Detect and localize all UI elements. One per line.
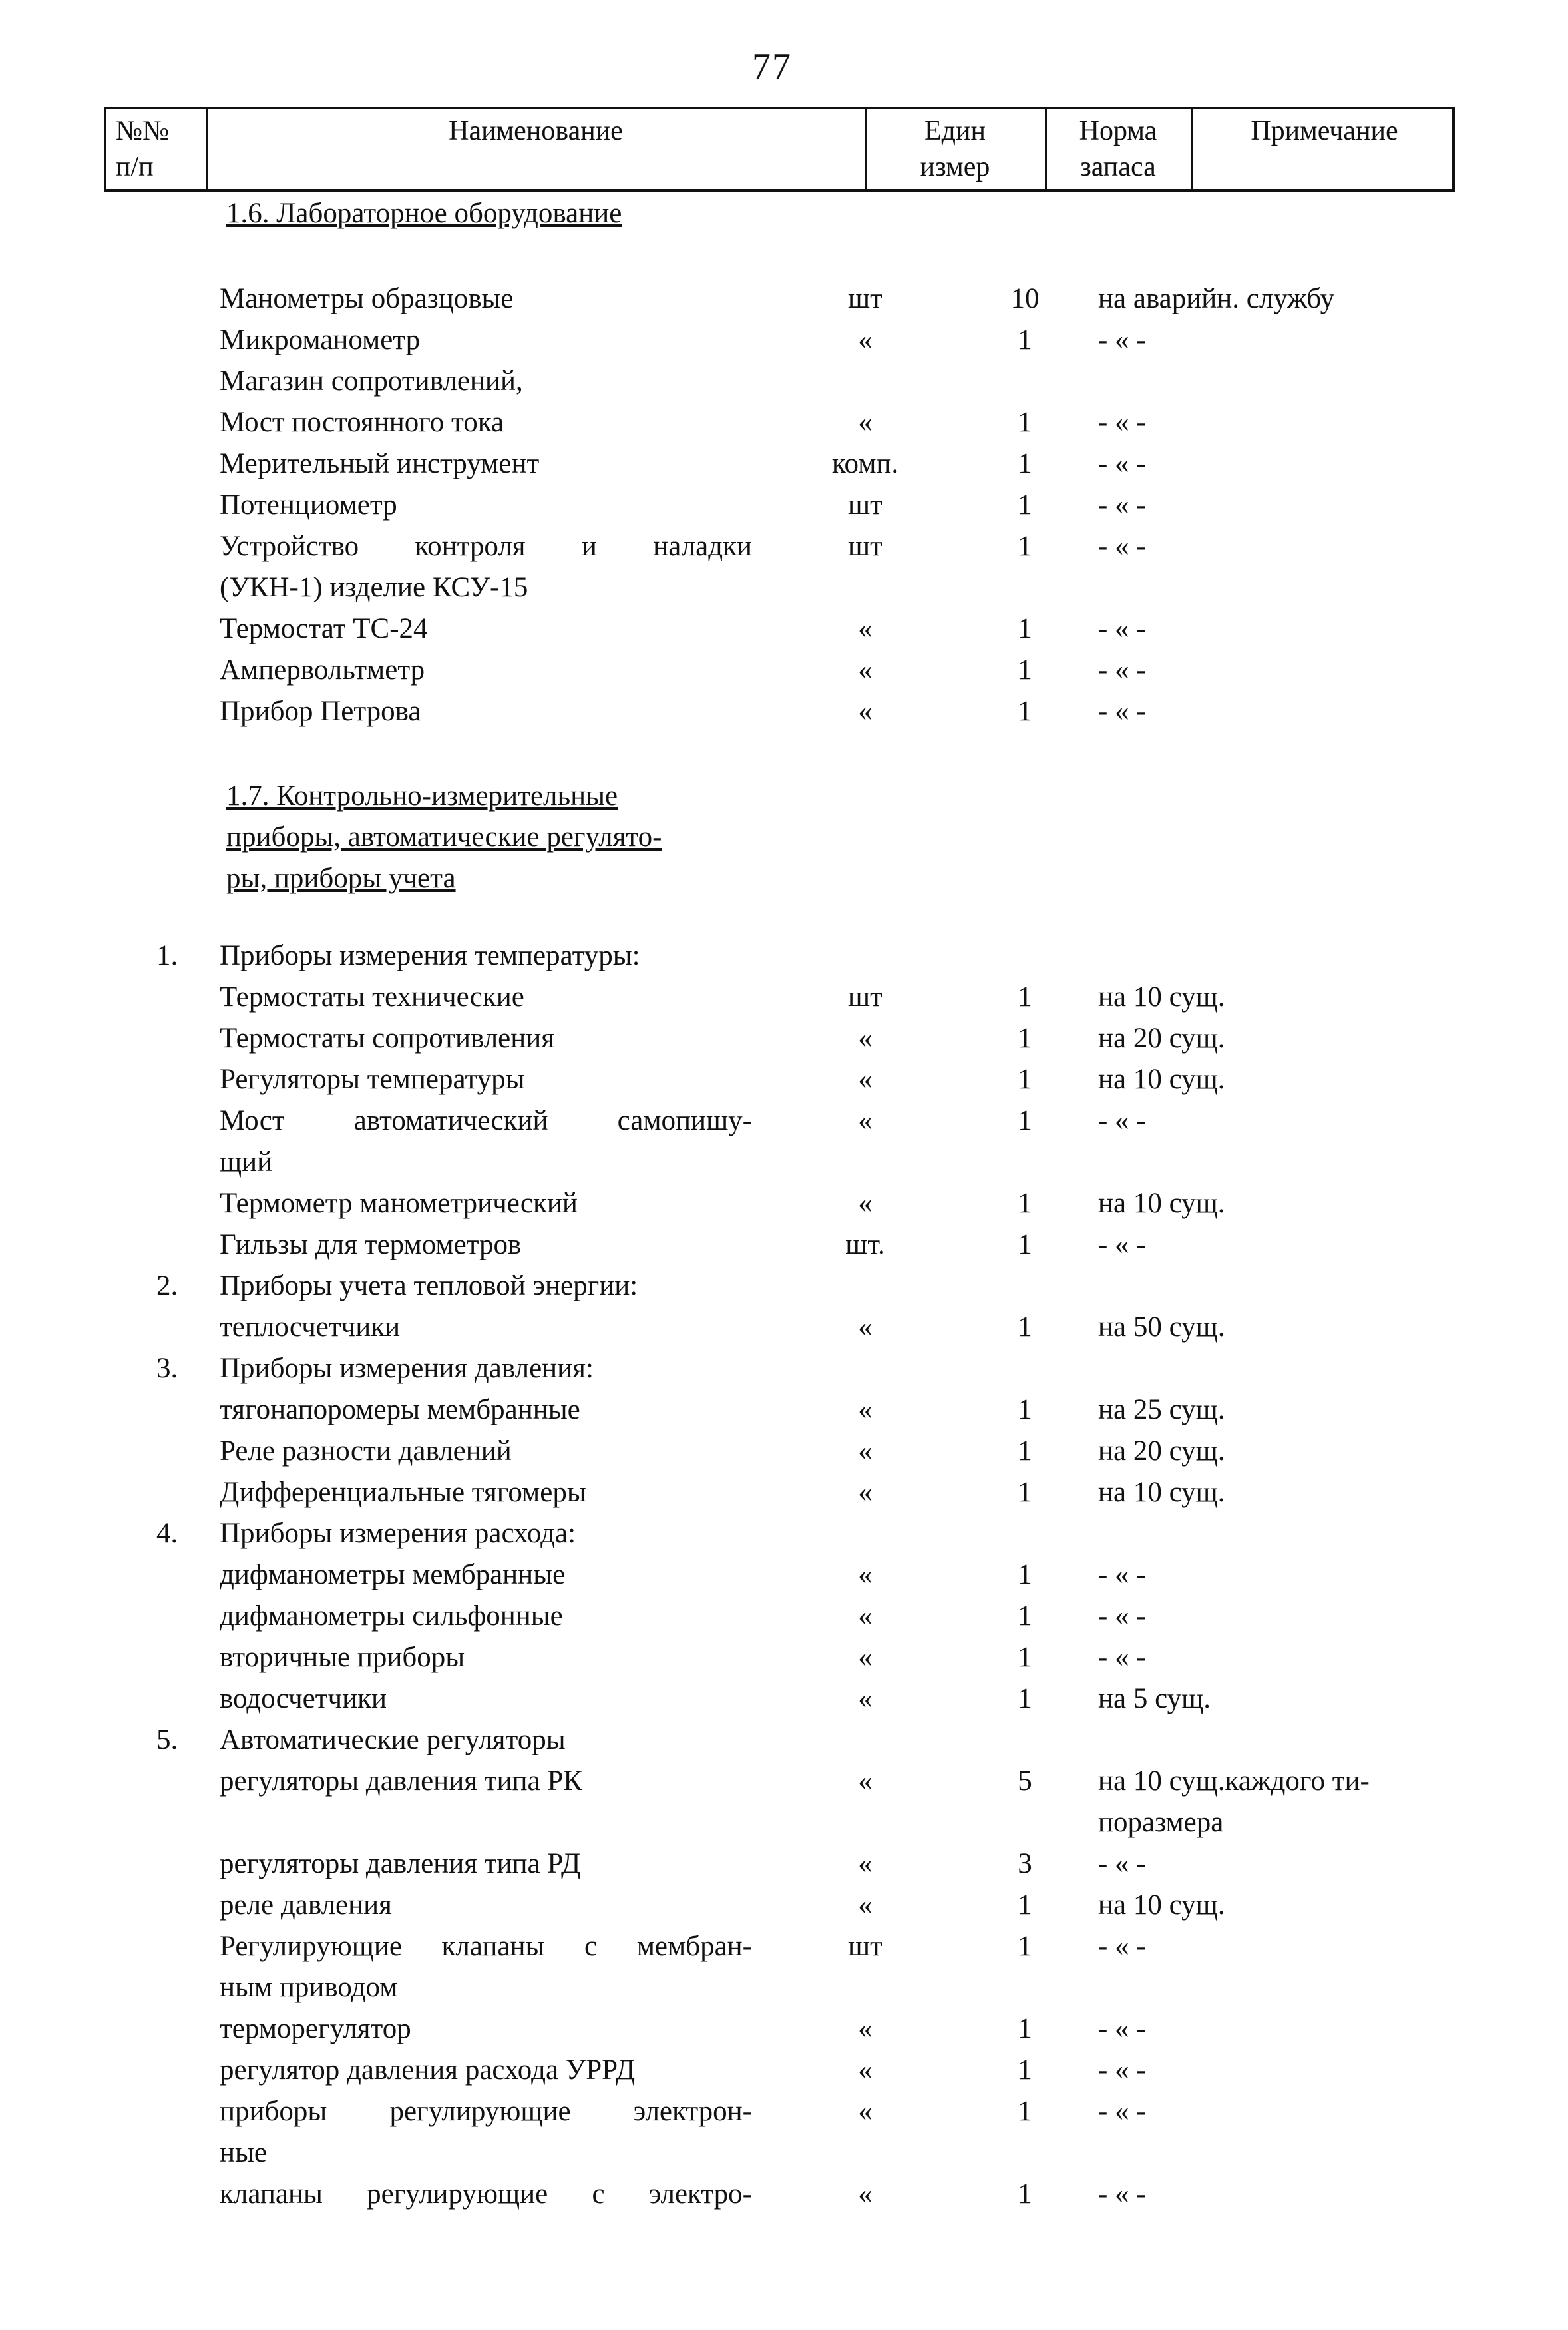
row-norm: 1	[1018, 1394, 1032, 1425]
page-number: 77	[752, 46, 792, 87]
row-number: 5.	[156, 1724, 178, 1755]
row-name: приборы регулирующие электрон-	[220, 2096, 752, 2127]
row-name: дифманометры сильфонные	[220, 1600, 563, 1632]
row-unit: «	[858, 1765, 873, 1797]
row-name: Автоматические регуляторы	[220, 1724, 566, 1755]
row-note: на 20 сущ.	[1098, 1435, 1225, 1467]
row-name: Термостаты технические	[220, 981, 524, 1013]
row-unit: «	[858, 2178, 873, 2210]
row-name: Регуляторы температуры	[220, 1064, 525, 1095]
row-norm: 1	[1018, 696, 1032, 727]
row-norm: 1	[1018, 2096, 1032, 2127]
row-unit: шт	[848, 283, 882, 314]
row-norm: 1	[1018, 1559, 1032, 1590]
row-name: Гильзы для термометров	[220, 1229, 522, 1260]
row-number: 2.	[156, 1270, 178, 1301]
row-unit: шт	[848, 1931, 882, 1962]
row-name: терморегулятор	[220, 2013, 411, 2044]
row-unit: шт	[848, 531, 882, 562]
row-norm: 1	[1018, 489, 1032, 521]
row-norm: 1	[1018, 1188, 1032, 1219]
row-name: Мост автоматический самопишу-	[220, 1105, 752, 1136]
row-unit: «	[858, 1023, 873, 1054]
row-note: на 5 сущ.	[1098, 1683, 1211, 1714]
row-note: на аварийн. службу	[1098, 283, 1335, 314]
row-name: (УКН-1) изделие КСУ-15	[220, 572, 528, 603]
row-unit: «	[858, 1642, 873, 1673]
row-unit: «	[858, 1600, 873, 1632]
row-note: на 10 сущ.	[1098, 981, 1225, 1013]
row-unit: «	[858, 324, 873, 355]
header-note: Примечание	[1251, 116, 1398, 146]
row-number: 4.	[156, 1518, 178, 1549]
row-note: на 25 сущ.	[1098, 1394, 1225, 1425]
row-name: водосчетчики	[220, 1683, 387, 1714]
row-norm: 10	[1010, 283, 1040, 314]
row-note: - « -	[1098, 407, 1146, 438]
row-note: - « -	[1098, 2054, 1146, 2086]
section-title-kip-line1: 1.7. Контрольно-измерительные	[226, 780, 618, 812]
row-unit: «	[858, 1311, 873, 1343]
row-note: - « -	[1098, 448, 1146, 479]
row-note: на 50 сущ.	[1098, 1311, 1225, 1343]
row-norm: 1	[1018, 2178, 1032, 2210]
row-note: на 10 сущ.каждого ти-	[1098, 1765, 1370, 1797]
row-note: на 10 сущ.	[1098, 1188, 1225, 1219]
header-unit: Един измер	[920, 116, 990, 182]
row-note: на 10 сущ.	[1098, 1477, 1225, 1508]
row-unit: «	[858, 2054, 873, 2086]
row-name: Реле разности давлений	[220, 1435, 512, 1467]
row-name: Приборы измерения температуры:	[220, 940, 640, 971]
row-name: Мерительный инструмент	[220, 448, 540, 479]
row-note: на 20 сущ.	[1098, 1023, 1225, 1054]
row-note: - « -	[1098, 2178, 1146, 2210]
row-name: тягонапоромеры мембранные	[220, 1394, 580, 1425]
row-unit: шт	[848, 489, 882, 521]
row-name: дифманометры мембранные	[220, 1559, 566, 1590]
row-name: Регулирующие клапаны с мембран-	[220, 1931, 752, 1962]
row-unit: «	[858, 1394, 873, 1425]
row-note: на 10 сущ.	[1098, 1889, 1225, 1921]
row-name: Приборы учета тепловой энергии:	[220, 1270, 638, 1301]
row-name: регуляторы давления типа РК	[220, 1765, 582, 1797]
row-note: - « -	[1098, 2013, 1146, 2044]
row-name: щий	[220, 1146, 273, 1178]
row-unit: «	[858, 407, 873, 438]
row-unit: «	[858, 1559, 873, 1590]
row-note: - « -	[1098, 489, 1146, 521]
row-name: теплосчетчики	[220, 1311, 401, 1343]
row-name: Термостаты сопротивления	[220, 1023, 555, 1054]
row-name: ные	[220, 2137, 267, 2168]
row-norm: 1	[1018, 2013, 1032, 2044]
section-title-kip-line3: ры, приборы учета	[226, 863, 456, 894]
row-unit: «	[858, 654, 873, 686]
row-norm: 1	[1018, 654, 1032, 686]
header-name: Наименование	[449, 116, 623, 146]
row-unit: «	[858, 696, 873, 727]
row-note: - « -	[1098, 1229, 1146, 1260]
row-unit: «	[858, 1105, 873, 1136]
row-name: Термометр манометрический	[220, 1188, 578, 1219]
row-norm: 1	[1018, 324, 1032, 355]
row-unit: «	[858, 1064, 873, 1095]
row-norm: 1	[1018, 2054, 1032, 2086]
row-note: - « -	[1098, 324, 1146, 355]
row-name: регулятор давления расхода УРРД	[220, 2054, 636, 2086]
row-number: 3.	[156, 1353, 178, 1384]
row-norm: 1	[1018, 1931, 1032, 1962]
row-note: - « -	[1098, 654, 1146, 686]
row-note: - « -	[1098, 613, 1146, 644]
header-norm: Норма запаса	[1079, 116, 1157, 182]
row-unit: «	[858, 1435, 873, 1467]
row-unit: «	[858, 613, 873, 644]
row-number: 1.	[156, 940, 178, 971]
row-note: - « -	[1098, 531, 1146, 562]
row-unit: «	[858, 1477, 873, 1508]
row-name: Мост постоянного тока	[220, 407, 504, 438]
row-norm: 1	[1018, 1889, 1032, 1921]
row-note: - « -	[1098, 2096, 1146, 2127]
row-unit: «	[858, 1848, 873, 1879]
row-norm: 3	[1018, 1848, 1032, 1879]
row-norm: 1	[1018, 1229, 1032, 1260]
row-norm: 1	[1018, 1477, 1032, 1508]
row-name: вторичные приборы	[220, 1642, 465, 1673]
row-name: Устройство контроля и наладки	[220, 531, 752, 562]
row-unit: «	[858, 2013, 873, 2044]
row-unit: шт	[848, 981, 882, 1013]
row-unit: «	[858, 1889, 873, 1921]
row-name: Потенциометр	[220, 489, 397, 521]
row-norm: 1	[1018, 407, 1032, 438]
header-num: №№ п/п	[116, 116, 170, 182]
row-note: - « -	[1098, 1931, 1146, 1962]
row-unit: шт.	[845, 1229, 885, 1260]
row-name: Приборы измерения давления:	[220, 1353, 594, 1384]
row-name: регуляторы давления типа РД	[220, 1848, 581, 1879]
row-name: Микроманометр	[220, 324, 421, 355]
section-title-lab-equipment: 1.6. Лабораторное оборудование	[226, 198, 622, 229]
row-unit: «	[858, 1683, 873, 1714]
row-norm: 1	[1018, 1683, 1032, 1714]
row-note: - « -	[1098, 696, 1146, 727]
row-unit: комп.	[831, 448, 899, 479]
row-norm: 1	[1018, 531, 1032, 562]
row-norm: 1	[1018, 981, 1032, 1013]
row-note: поразмера	[1098, 1807, 1224, 1838]
row-norm: 1	[1018, 1435, 1032, 1467]
row-note: на 10 сущ.	[1098, 1064, 1225, 1095]
row-unit: «	[858, 1188, 873, 1219]
row-name: реле давления	[220, 1889, 392, 1921]
row-note: - « -	[1098, 1105, 1146, 1136]
row-note: - « -	[1098, 1848, 1146, 1879]
row-norm: 5	[1018, 1765, 1032, 1797]
row-norm: 1	[1018, 448, 1032, 479]
row-name: Приборы измерения расхода:	[220, 1518, 576, 1549]
row-name: ным приводом	[220, 1972, 398, 2003]
row-unit: «	[858, 2096, 873, 2127]
row-name: Магазин сопротивлений,	[220, 365, 523, 397]
row-norm: 1	[1018, 1311, 1032, 1343]
row-note: - « -	[1098, 1600, 1146, 1632]
row-norm: 1	[1018, 1600, 1032, 1632]
row-name: Дифференциальные тягомеры	[220, 1477, 586, 1508]
row-note: - « -	[1098, 1642, 1146, 1673]
row-name: Термостат ТС-24	[220, 613, 428, 644]
row-name: клапаны регулирующие с электро-	[220, 2178, 752, 2210]
row-note: - « -	[1098, 1559, 1146, 1590]
row-name: Прибор Петрова	[220, 696, 421, 727]
row-name: Ампервольтметр	[220, 654, 425, 686]
row-norm: 1	[1018, 1105, 1032, 1136]
row-norm: 1	[1018, 1023, 1032, 1054]
row-norm: 1	[1018, 1642, 1032, 1673]
section-title-kip-line2: приборы, автоматические регулято-	[226, 821, 662, 853]
row-name: Манометры образцовые	[220, 283, 514, 314]
row-norm: 1	[1018, 613, 1032, 644]
row-norm: 1	[1018, 1064, 1032, 1095]
